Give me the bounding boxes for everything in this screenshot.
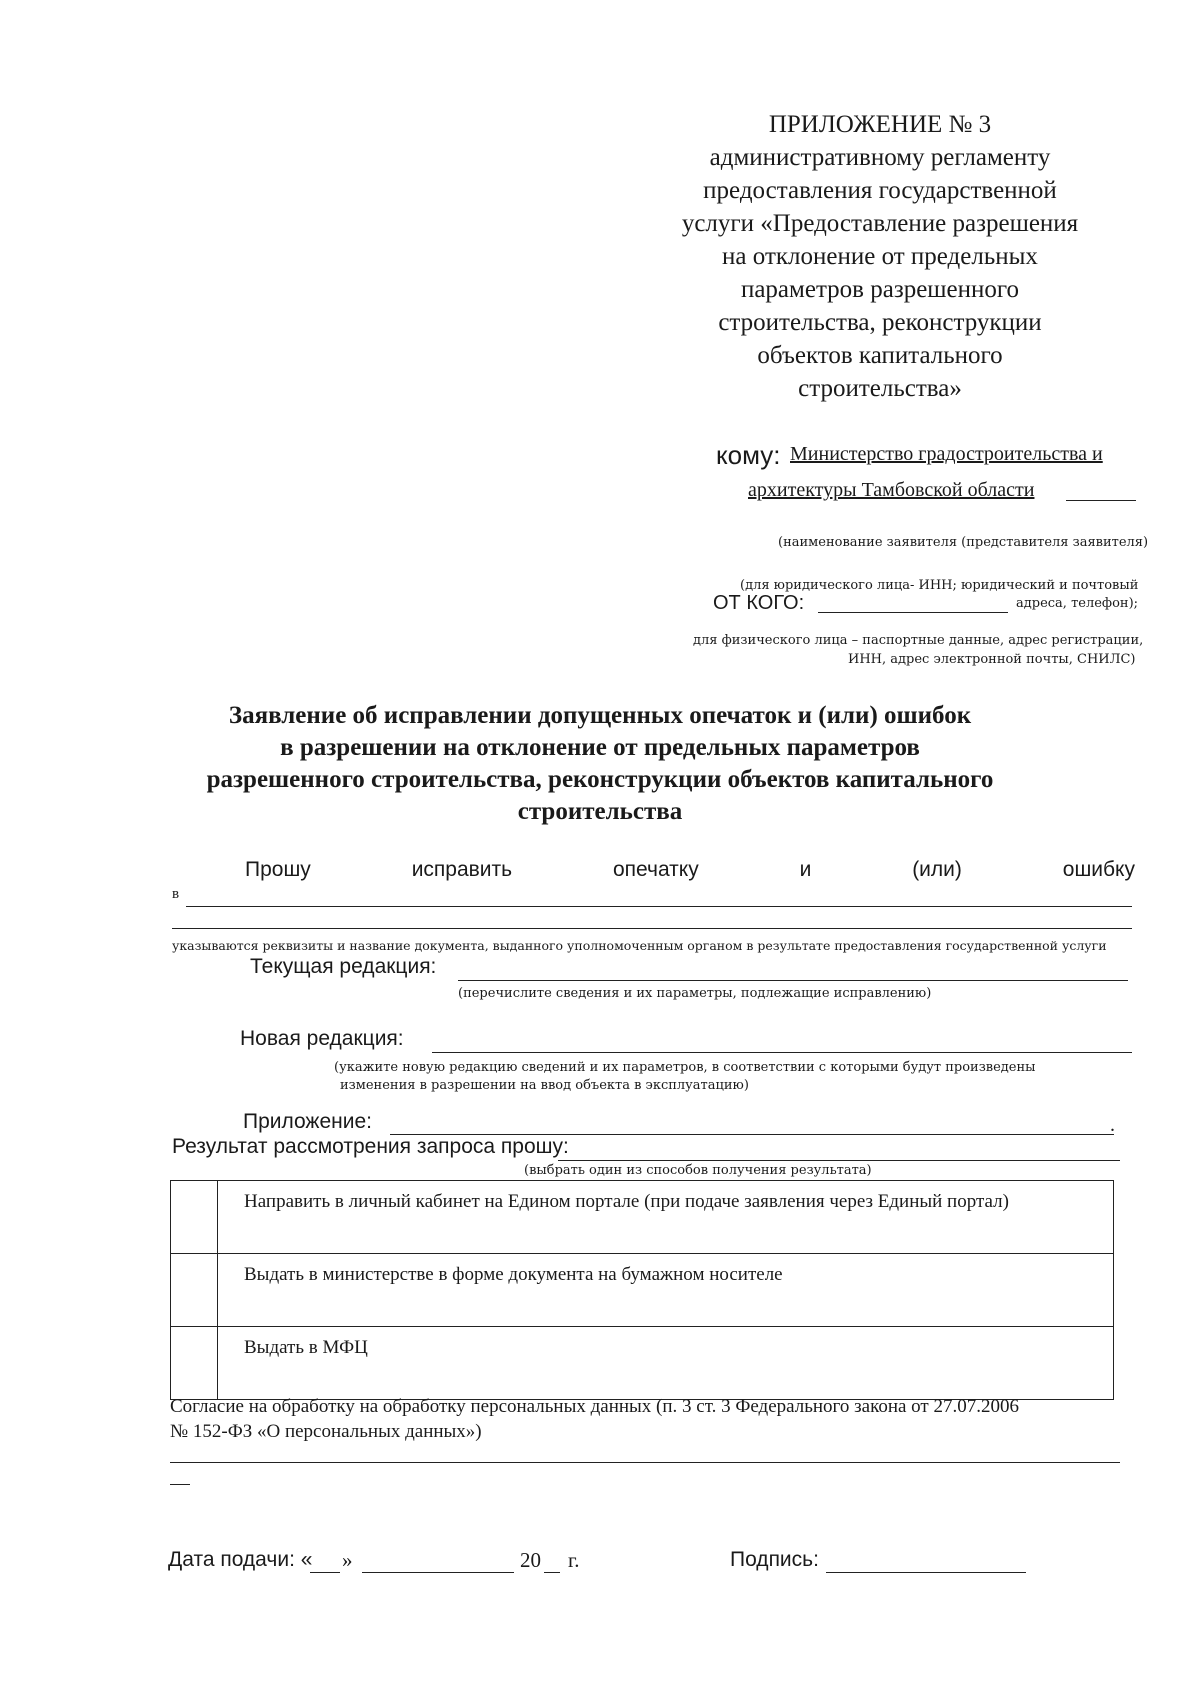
- request-note: указываются реквизиты и название документа, выданного уполномоченным органом в результате предоставления государственной услуги: [172, 938, 1107, 953]
- title-line: в разрешении на отклонение от предельных параметров: [280, 734, 920, 761]
- request-prefix: в: [172, 886, 180, 902]
- appendix-line: строительства, реконструкции: [718, 309, 1042, 336]
- signature-label: Подпись:: [730, 1548, 819, 1571]
- new-edition-note-2: изменения в разрешении на ввод объекта в эксплуатацию): [340, 1078, 749, 1093]
- year-suffix: г.: [568, 1548, 580, 1572]
- table-row: [171, 1254, 1114, 1327]
- request-word: опечатку: [612, 858, 699, 881]
- option-label: Направить в личный кабинет на Едином портале (при подаче заявления через Единый портал): [218, 1181, 1114, 1254]
- new-edition-input-line[interactable]: [432, 1052, 1132, 1053]
- sender-note-line3: ИНН, адрес электронной почты, СНИЛС): [848, 652, 1136, 667]
- appendix-line: административному регламенту: [709, 144, 1051, 171]
- option-checkbox[interactable]: [171, 1254, 218, 1327]
- document-title: [150, 700, 1050, 828]
- recipient-label: кому:: [716, 440, 781, 470]
- appendix-line: ПРИЛОЖЕНИЕ № 3: [768, 111, 992, 138]
- consent-input-line-2[interactable]: [170, 1484, 190, 1485]
- current-input-line[interactable]: [458, 980, 1128, 981]
- request-input-line-1[interactable]: [186, 906, 1132, 907]
- table-row: [171, 1181, 1114, 1254]
- appendix-line: объектов капитального: [757, 342, 1003, 369]
- new-edition-note-1: (укажите новую редакцию сведений и их параметров, в соответствии с которыми будут произведены: [334, 1060, 1036, 1075]
- request-word: ошибку: [1062, 858, 1135, 881]
- request-word: исправить: [411, 858, 513, 881]
- current-label: Текущая редакция:: [250, 955, 437, 978]
- appendix-line: строительства»: [798, 375, 962, 402]
- sender-note-top: (для юридического лица- ИНН; юридический и почтовый: [740, 578, 1139, 593]
- attachment-label: Приложение:: [243, 1110, 373, 1133]
- sender-note-line2: для физического лица – паспортные данные, адрес регистрации,: [693, 633, 1144, 648]
- result-options-table: [170, 1180, 1114, 1400]
- request-words: [245, 858, 1135, 882]
- appendix-header: [620, 108, 1140, 405]
- title-line: разрешенного строительства, реконструкции объектов капитального: [206, 766, 994, 793]
- title-line: Заявление об исправлении допущенных опечаток и (или) ошибок: [228, 702, 972, 729]
- date-close: »: [342, 1548, 353, 1572]
- sender-label: ОТ КОГО:: [713, 592, 805, 614]
- request-word: (или): [912, 858, 962, 881]
- consent-line-2: № 152-ФЗ «О персональных данных»): [170, 1421, 482, 1442]
- request-word: и: [799, 858, 812, 881]
- title-line: строительства: [517, 798, 683, 825]
- table-row: [171, 1327, 1114, 1400]
- sender-input-line[interactable]: [818, 612, 1008, 613]
- option-checkbox[interactable]: [171, 1327, 218, 1400]
- year-input-line[interactable]: [544, 1572, 560, 1573]
- recipient-underline: [1066, 500, 1136, 501]
- consent-line-1: Согласие на обработку на обработку персональных данных (п. 3 ст. 3 Федерального закона от 27.07.2006: [170, 1396, 1019, 1417]
- recipient-name-line2: архитектуры Тамбовской области: [748, 479, 1035, 501]
- current-note: (перечислите сведения и их параметры, подлежащие исправлению): [458, 986, 932, 1001]
- new-edition-label: Новая редакция:: [240, 1027, 404, 1050]
- attachment-end: .: [1110, 1114, 1115, 1136]
- request-input-line-2[interactable]: [172, 928, 1132, 929]
- option-label: Выдать в МФЦ: [218, 1327, 1114, 1400]
- date-label: Дата подачи: «: [168, 1548, 313, 1571]
- option-label: Выдать в министерстве в форме документа на бумажном носителе: [218, 1254, 1114, 1327]
- result-note: (выбрать один из способов получения результата): [524, 1163, 872, 1178]
- appendix-line: предоставления государственной: [703, 177, 1057, 204]
- result-input-line[interactable]: [558, 1160, 1120, 1161]
- recipient-note: (наименование заявителя (представителя заявителя): [778, 535, 1149, 550]
- appendix-line: услуги «Предоставление разрешения: [681, 210, 1079, 237]
- year-prefix: 20: [520, 1548, 541, 1572]
- sender-note-right: адреса, телефон);: [1016, 596, 1139, 611]
- appendix-line: параметров разрешенного: [740, 276, 1020, 303]
- consent-input-line-1[interactable]: [170, 1462, 1120, 1463]
- date-day-line[interactable]: [310, 1572, 340, 1573]
- date-month-line[interactable]: [362, 1572, 514, 1573]
- request-word: Прошу: [245, 858, 311, 881]
- signature-input-line[interactable]: [826, 1572, 1026, 1573]
- appendix-line: на отклонение от предельных: [722, 243, 1038, 270]
- recipient-name-line1: Министерство градостроительства и: [790, 443, 1103, 465]
- result-label: Результат рассмотрения запроса прошу:: [172, 1135, 569, 1158]
- option-checkbox[interactable]: [171, 1181, 218, 1254]
